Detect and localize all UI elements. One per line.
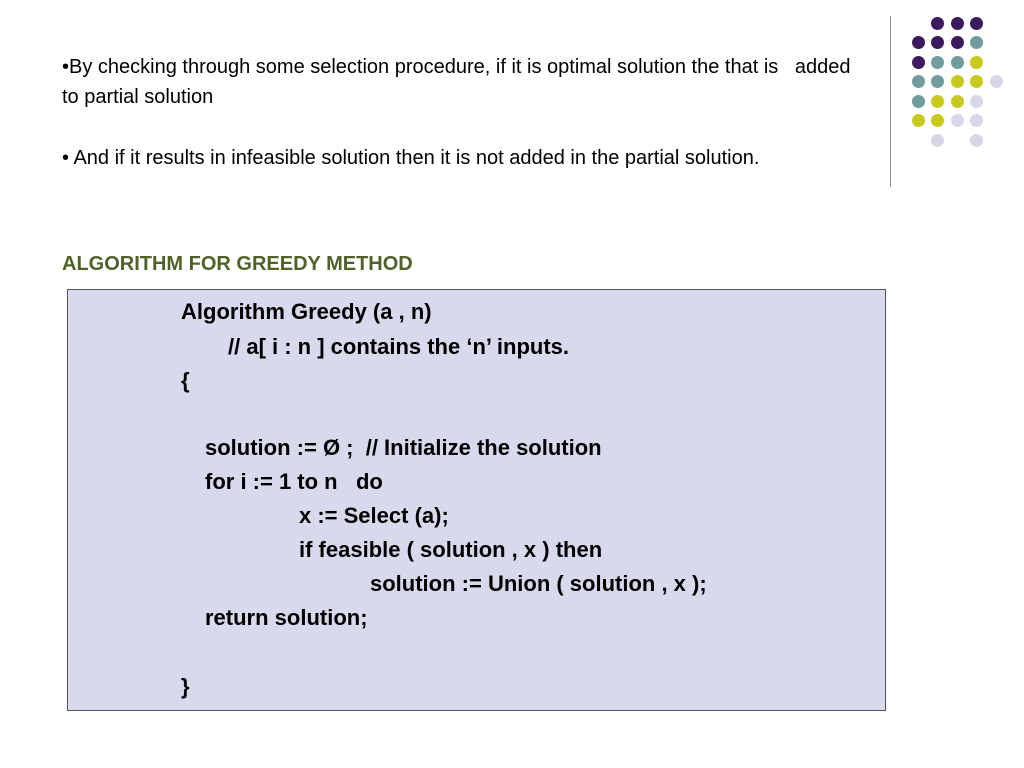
decorative-dot bbox=[931, 36, 944, 49]
code-line: if feasible ( solution , x ) then bbox=[299, 537, 603, 562]
code-line: for i := 1 to n do bbox=[205, 469, 383, 494]
decorative-dot bbox=[970, 95, 983, 108]
code-line: // a[ i : n ] contains the ‘n’ inputs. bbox=[228, 334, 570, 359]
decorative-dot bbox=[951, 56, 964, 69]
section-heading: ALGORITHM FOR GREEDY METHOD bbox=[62, 253, 413, 275]
decorative-dot bbox=[970, 114, 983, 127]
decorative-dot bbox=[931, 134, 944, 147]
decorative-dot bbox=[912, 36, 925, 49]
code-line: solution := Union ( solution , x ); bbox=[370, 571, 707, 596]
decorative-dot bbox=[931, 75, 944, 88]
decorative-dot bbox=[912, 114, 925, 127]
bullet-item: • And if it results in infeasible solution then it is not added in the partial solution. bbox=[62, 147, 760, 169]
code-line: return solution; bbox=[205, 605, 368, 630]
bullet-list bbox=[62, 52, 872, 204]
algorithm-code-box bbox=[67, 289, 886, 711]
decorative-dot bbox=[970, 75, 983, 88]
decorative-dot bbox=[970, 17, 983, 30]
code-line: Algorithm Greedy (a , n) bbox=[181, 299, 432, 324]
decorative-dot bbox=[951, 36, 964, 49]
decorative-dot bbox=[970, 36, 983, 49]
decorative-dot bbox=[970, 56, 983, 69]
decorative-dot bbox=[951, 17, 964, 30]
bullet-item: •By checking through some selection procedure, if it is optimal solution the that is added to partial solution bbox=[62, 56, 857, 108]
code-line: x := Select (a); bbox=[299, 503, 449, 528]
decorative-dot bbox=[931, 114, 944, 127]
code-line: } bbox=[181, 674, 190, 699]
decorative-dot bbox=[912, 56, 925, 69]
code-line: { bbox=[181, 368, 190, 393]
decorative-dot bbox=[951, 95, 964, 108]
decorative-dot bbox=[951, 75, 964, 88]
decorative-dot bbox=[931, 95, 944, 108]
code-line: solution := Ø ; // Initialize the solution bbox=[205, 435, 602, 460]
decorative-dot bbox=[951, 114, 964, 127]
decorative-dot bbox=[912, 95, 925, 108]
decorative-dot bbox=[970, 134, 983, 147]
decorative-dot bbox=[931, 56, 944, 69]
divider-line bbox=[890, 16, 891, 187]
decorative-dot bbox=[912, 75, 925, 88]
decorative-dot bbox=[990, 75, 1003, 88]
decorative-dot bbox=[931, 17, 944, 30]
